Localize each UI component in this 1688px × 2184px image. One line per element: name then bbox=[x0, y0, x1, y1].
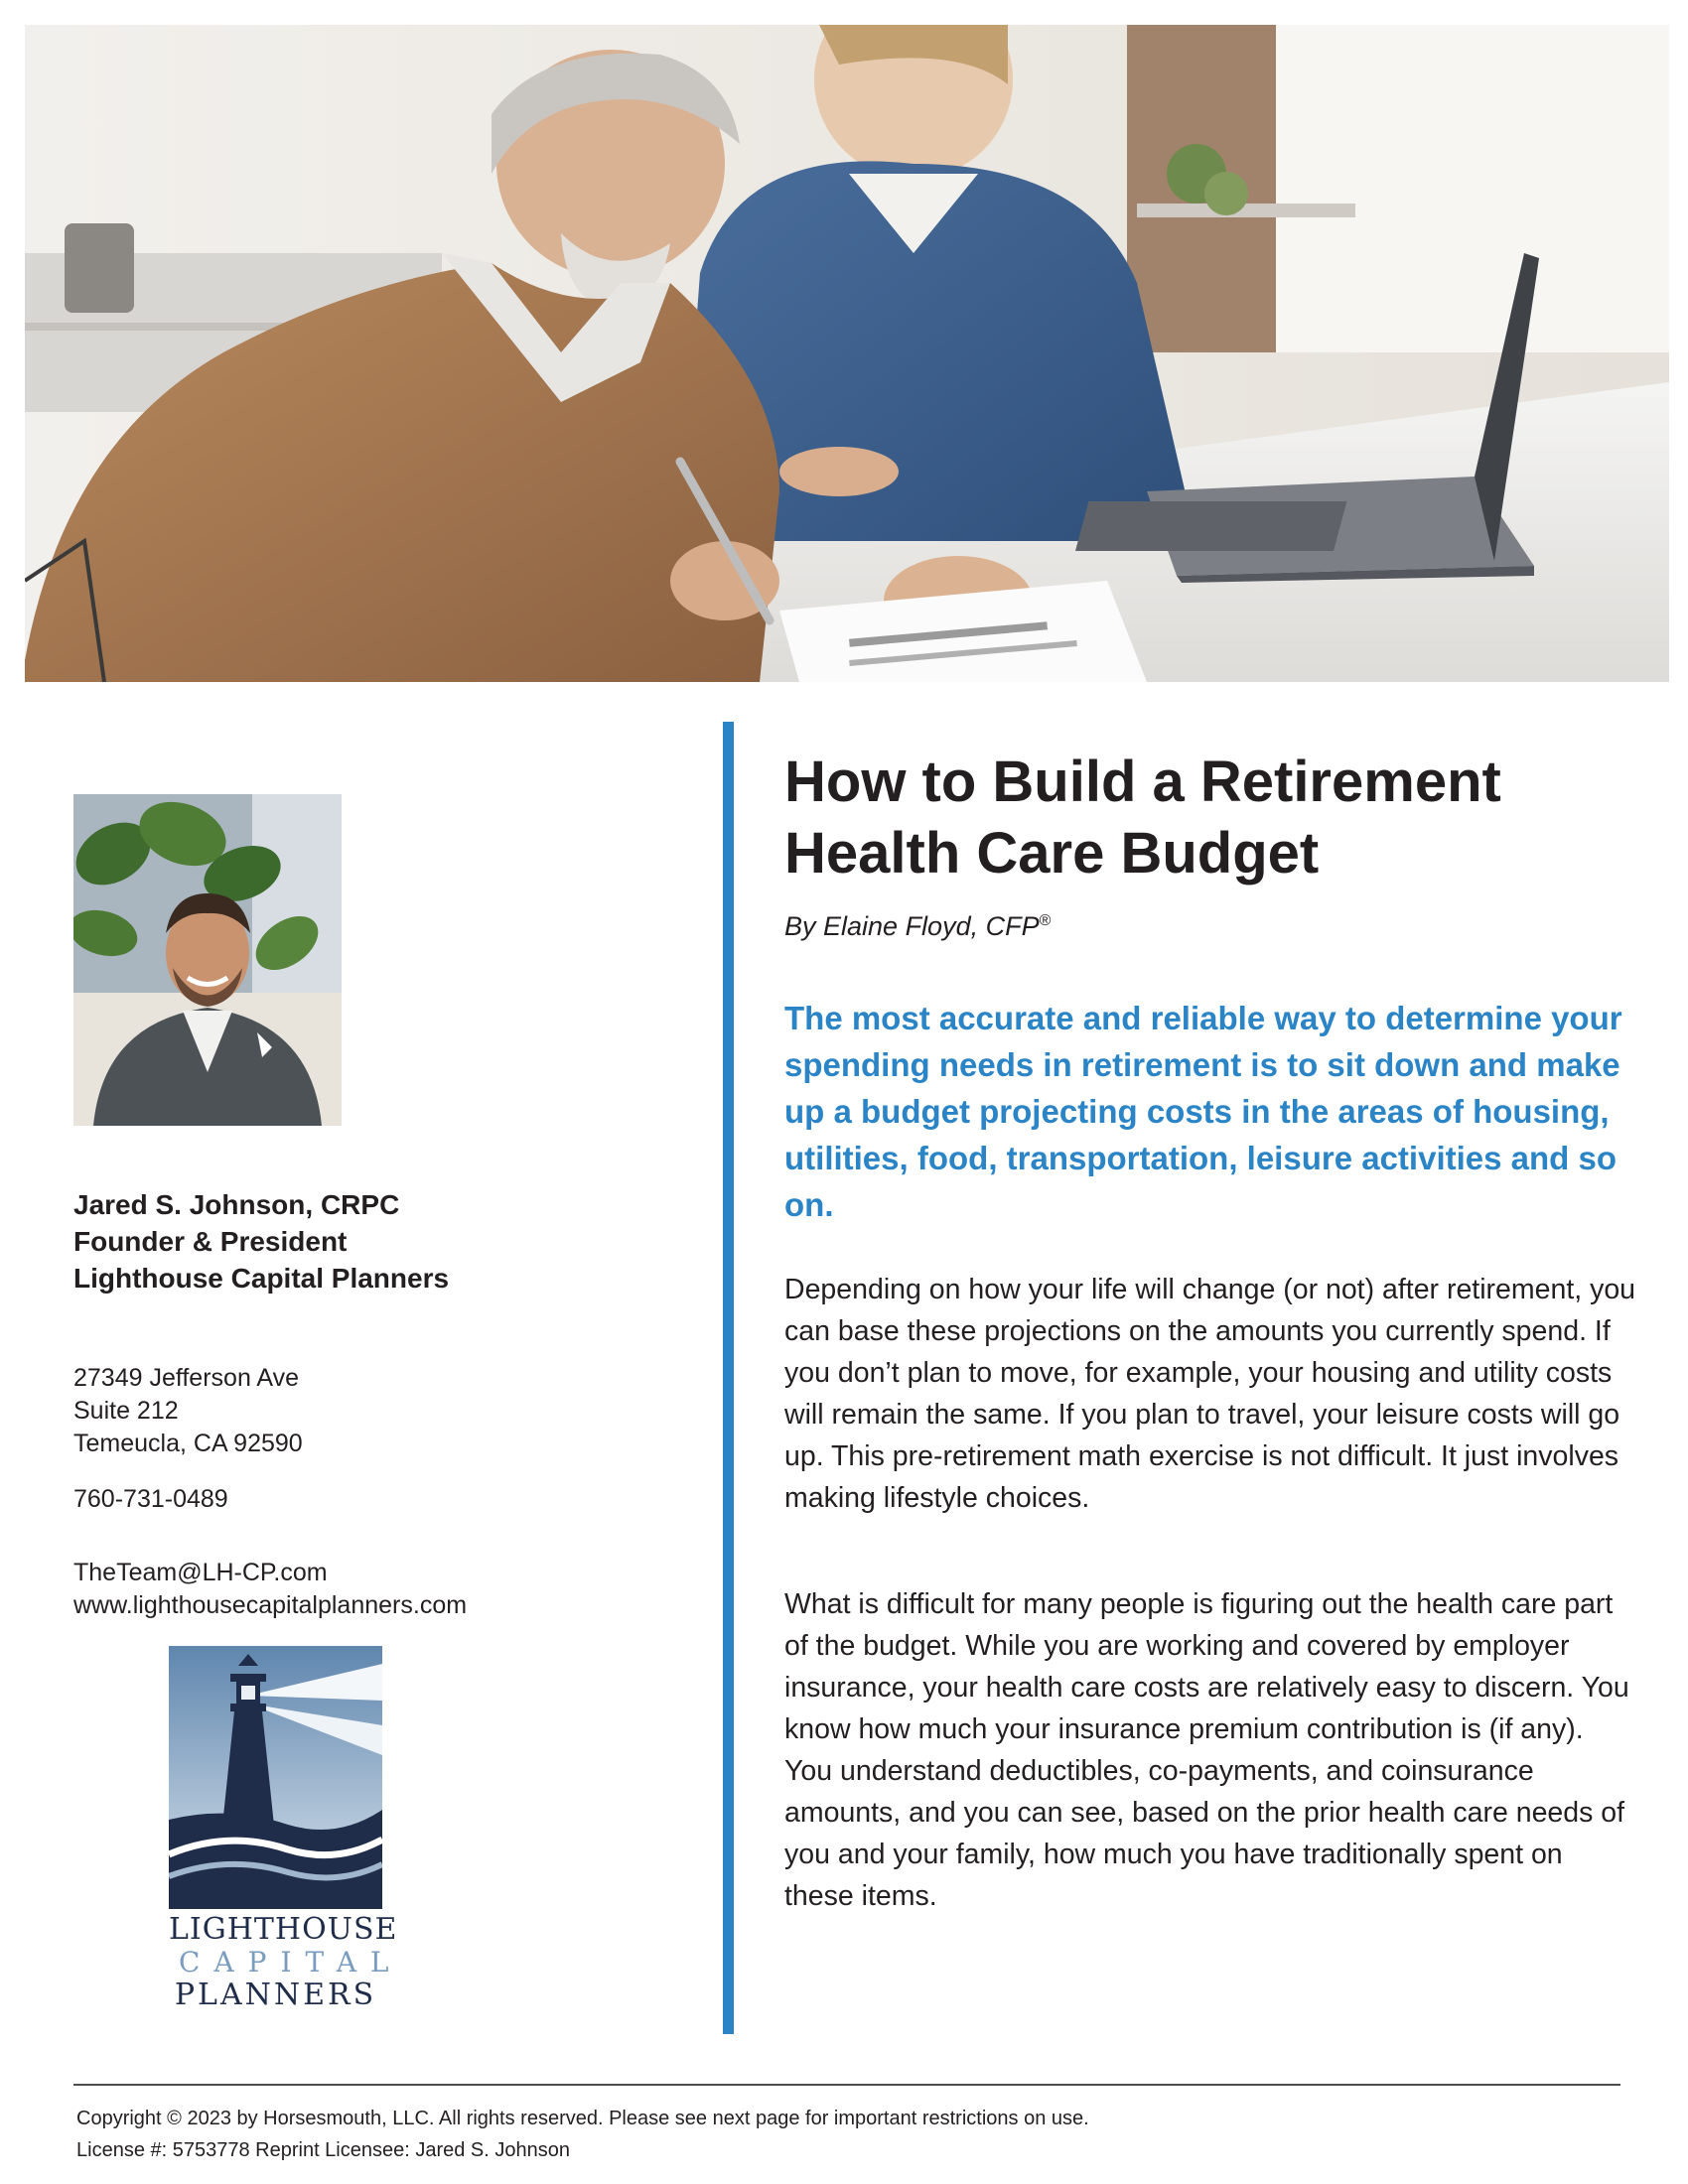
contact-phone: 760-731-0489 bbox=[73, 1485, 228, 1513]
article-paragraph-1: Depending on how your life will change (or not) after retirement, you can base these projections on the amounts you currently spend. If you don’t plan to move, for example, your housing and utility costs will remain the same. If you plan to travel, your leisure costs will go up. This pre-retirement math exercise is not difficult. It just involves making lifestyle choices. bbox=[784, 1274, 1636, 1514]
contact-email: TheTeam@LH-CP.com bbox=[73, 1559, 328, 1586]
company-logo bbox=[169, 1646, 403, 2043]
address-line-2: Suite 212 bbox=[73, 1397, 179, 1425]
contact-website: www.lighthousecapitalplanners.com bbox=[73, 1591, 468, 1619]
logo-line-3: PLANNERS bbox=[174, 1978, 377, 2012]
footer-copyright: Copyright © 2023 by Horsesmouth, LLC. All rights reserved. Please see next page for important restrictions on use. bbox=[76, 2108, 1089, 2129]
author-headshot bbox=[73, 794, 342, 1126]
footer-license: License #: 5753778 Reprint Licensee: Jared S. Johnson bbox=[76, 2139, 571, 2161]
article-byline bbox=[784, 911, 1051, 942]
author-headshot-icon bbox=[73, 794, 342, 1126]
contact-address bbox=[73, 1362, 669, 1460]
article-paragraph-2: What is difficult for many people is figuring out the health care part of the budget. While you are working and covered by employer insurance, your health care costs are relatively easy to discern. You know how much your insurance premium contribution is (if any). You understand deductibles, co-payments, and coinsurance amounts, and you can see, based on the prior health care needs of you and your family, how much you have traditionally spent on these items. bbox=[784, 1588, 1629, 1912]
author-info bbox=[73, 1186, 630, 1297]
footer bbox=[76, 2103, 1089, 2166]
footer-divider bbox=[73, 2084, 1620, 2086]
article-lead: The most accurate and reliable way to determine your spending needs in retirement is to sit down and make up a budget projecting costs in the areas of housing, utilities, food, transportation, leisure activities and so on. bbox=[784, 1000, 1622, 1223]
author-name: Jared S. Johnson, CRPC bbox=[73, 1189, 400, 1220]
lighthouse-logo-icon bbox=[169, 1646, 382, 1909]
author-company: Lighthouse Capital Planners bbox=[73, 1263, 450, 1294]
couple-reviewing-documents-icon bbox=[25, 25, 1669, 682]
contact-phone-block bbox=[73, 1483, 669, 1516]
logo-line-2: CAPITAL bbox=[179, 1946, 403, 1979]
logo-line-1: LIGHTHOUSE bbox=[169, 1912, 398, 1947]
accent-divider-bar bbox=[723, 722, 734, 2034]
author-role: Founder & President bbox=[73, 1226, 348, 1257]
byline-text: By Elaine Floyd, CFP bbox=[784, 911, 1040, 941]
article-title: How to Build a Retirement Health Care Budget bbox=[784, 750, 1501, 886]
contact-web-block bbox=[73, 1557, 669, 1622]
hero-photo bbox=[25, 25, 1669, 682]
address-line-3: Temeucla, CA 92590 bbox=[73, 1430, 303, 1457]
registered-mark: ® bbox=[1039, 912, 1052, 929]
address-line-1: 27349 Jefferson Ave bbox=[73, 1364, 300, 1392]
